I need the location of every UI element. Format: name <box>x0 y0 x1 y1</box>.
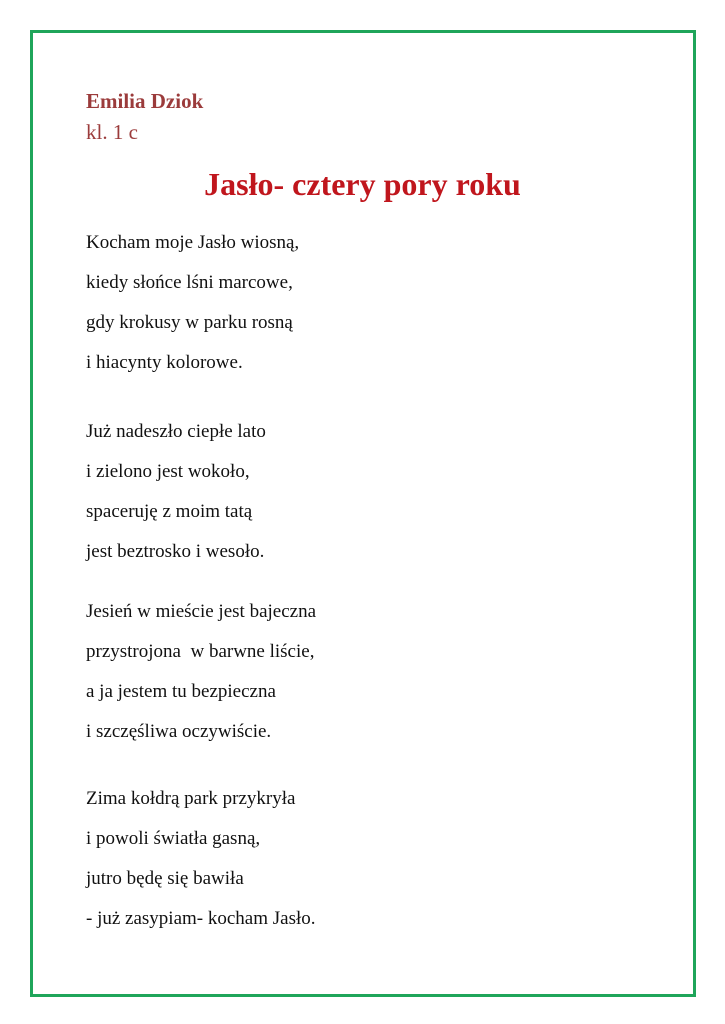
poem-line: gdy krokusy w parku rosną <box>86 312 293 333</box>
author-name: Emilia Dziok <box>86 89 204 113</box>
poem-line: spaceruję z moim tatą <box>86 501 253 522</box>
poem-line: i szczęśliwa oczywiście. <box>86 721 272 742</box>
stanza-winter <box>86 787 316 947</box>
poem-line: Już nadeszło ciepłe lato <box>86 421 266 442</box>
stanza-spring <box>86 231 299 391</box>
poem-line: - już zasypiam- kocham Jasło. <box>86 908 316 929</box>
poem-line: Kocham moje Jasło wiosną, <box>86 232 300 253</box>
poem-line: Zima kołdrą park przykryła <box>86 788 296 809</box>
poem-title: Jasło- cztery pory roku <box>204 166 521 202</box>
class-label: kl. 1 c <box>86 120 138 144</box>
poem-line: Jesień w mieście jest bajeczna <box>86 601 317 622</box>
poem-line: i powoli światła gasną, <box>86 828 261 849</box>
poem-line: jest beztrosko i wesoło. <box>86 541 265 562</box>
stanza-autumn <box>86 600 316 760</box>
poem-line: przystrojona w barwne liście, <box>86 641 315 662</box>
poem-line: i hiacynty kolorowe. <box>86 352 243 373</box>
poem-line: a ja jestem tu bezpieczna <box>86 681 276 702</box>
stanza-summer <box>86 420 266 580</box>
poem-line: i zielono jest wokoło, <box>86 461 250 482</box>
poem-line: jutro będę się bawiła <box>86 868 244 889</box>
poem-line: kiedy słońce lśni marcowe, <box>86 272 293 293</box>
